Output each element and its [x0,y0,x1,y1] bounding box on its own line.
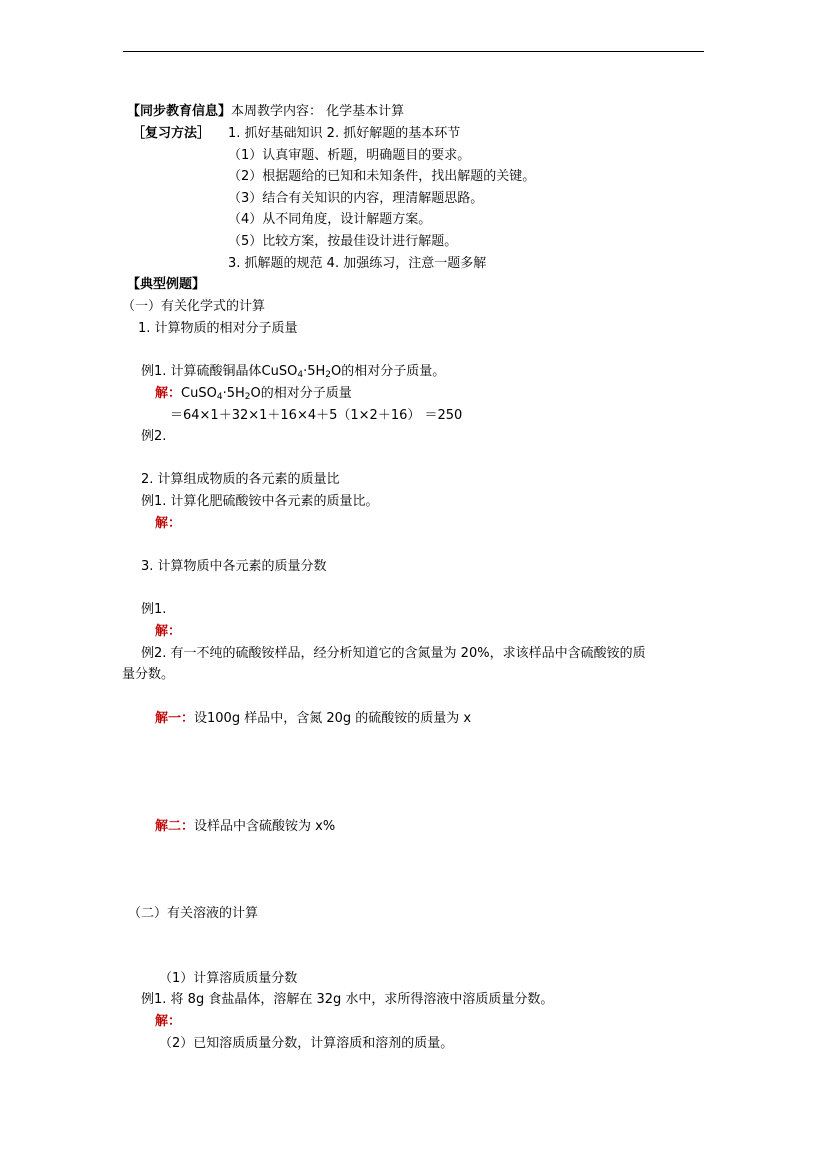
sync-info-label: 【同步教育信息】 [127,104,232,119]
formula-part: O [250,386,261,401]
formula-subscript: 4 [216,392,223,402]
sub3-example1: 例1. [141,602,167,617]
section2-sub2: （2）已知溶质质量分数，计算溶质和溶剂的质量。 [159,1036,454,1051]
review-method-line [132,126,460,142]
formula-part: ·5H [303,364,326,379]
example1-prefix: 例1. 计算硫酸铜晶体 [141,364,262,379]
answer-label: 解： [155,386,182,401]
solution2-label: 解二： [155,819,195,834]
example1-suffix: 的相对分子质量。 [341,364,446,379]
sub2-example1: 例1. 计算化肥硫酸铵中各元素的质量比。 [141,494,379,509]
solution1 [155,711,471,727]
review-method-text: 1. 抓好基础知识 2. 抓好解题的基本环节 [228,126,461,141]
section1-sub3: 3. 计算物质中各元素的质量分数 [141,559,327,574]
solution2 [155,819,335,835]
formula-subscript: 2 [244,392,251,402]
example1-calculation: ＝64×1＋32×1＋16×4＋5（1×2＋16） ＝250 [170,408,463,423]
section1-title: （一）有关化学式的计算 [122,299,266,314]
section2-answer-label: 解： [155,1014,182,1029]
section2-example1: 例1. 将 8g 食盐晶体，溶解在 32g 水中，求所得溶液中溶质质量分数。 [141,992,554,1007]
sync-info-text: 本周教学内容： 化学基本计算 [231,104,405,119]
answer-suffix: 的相对分子质量 [260,386,352,401]
formula-part: CuSO [261,364,298,379]
sub3-answer-label: 解： [155,624,182,639]
sync-info-line [127,104,404,120]
steps-end: 3. 抓解题的规范 4. 加强练习，注意一题多解 [228,256,487,271]
example1-answer [155,386,352,402]
formula-part: O [331,364,342,379]
formula-subscript: 4 [297,370,304,380]
solution2-text: 设样品中含硫酸铵为 x% [194,819,336,834]
section1-sub1: 1. 计算物质的相对分子质量 [138,321,298,336]
section1-sub2: 2. 计算组成物质的各元素的质量比 [141,472,340,487]
section2-title: （二）有关溶液的计算 [128,906,259,921]
section2-sub1: （1）计算溶质质量分数 [159,971,298,986]
review-method-label: ［复习方法］ [132,126,211,141]
example2-label: 例2. [141,429,167,444]
step-1: （1）认真审题、析题，明确题目的要求。 [228,148,471,163]
formula-part: ·5H [222,386,245,401]
example1-question [141,364,445,380]
sub3-example2-line2: 量分数。 [122,667,175,682]
step-4: （4）从不同角度，设计解题方案。 [228,212,432,227]
step-2: （2）根据题给的已知和未知条件，找出解题的关键。 [228,169,536,184]
header-rule [123,51,704,52]
solution1-text: 设100g 样品中，含氮 20g 的硫酸铵的质量为 x [194,711,472,726]
step-3: （3）结合有关知识的内容，理清解题思路。 [228,191,484,206]
formula-part: CuSO [181,386,217,401]
step-5: （5）比较方案，按最佳设计进行解题。 [228,234,458,249]
solution1-label: 解一： [155,711,195,726]
sub3-example2-line1: 例2. 有一不纯的硫酸铵样品，经分析知道它的含氮量为 20%，求该样品中含硫酸铵的质 [141,646,646,661]
sub2-answer-label: 解： [155,516,182,531]
examples-heading: 【典型例题】 [127,277,206,292]
formula-subscript: 2 [325,370,332,380]
